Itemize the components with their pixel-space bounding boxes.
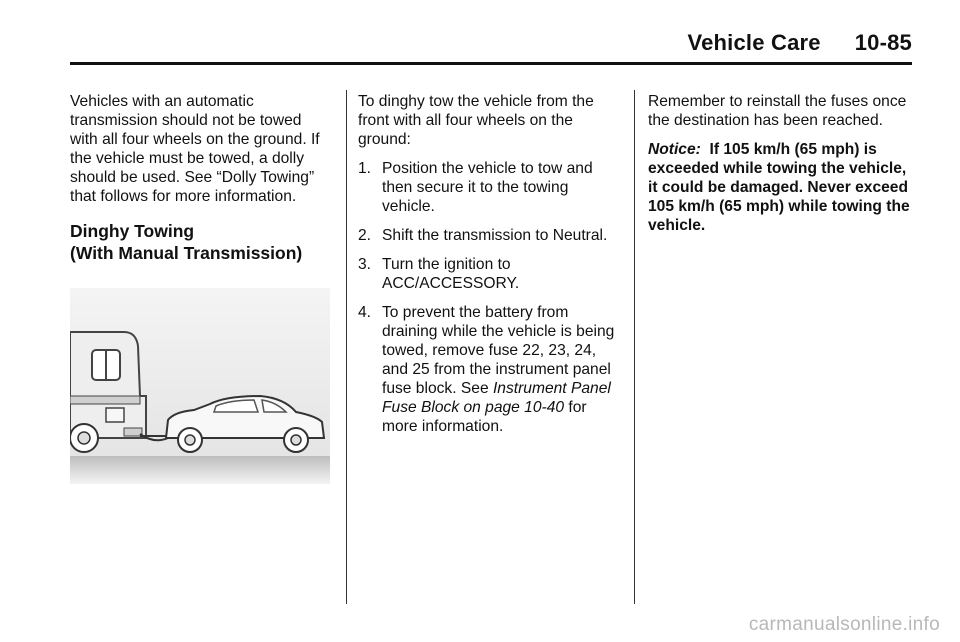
steps-intro: To dinghy tow the vehicle from the front with all four wheels on the ground: [358,93,594,148]
list-item [358,303,620,436]
step-text: for more information. [382,399,587,435]
step-text: Turn the ignition to ACC/ACCESSORY. [382,256,520,292]
section-title: Vehicle Care [687,30,821,55]
step-text: To prevent the battery from draining while the vehicle is being towed, remove fuse 22, 23, 24, and 25 from the instrument panel fuse block. See [382,304,615,397]
column-middle [358,92,620,446]
step-number: 1. [358,160,372,177]
header-rule [70,62,912,65]
reminder-paragraph: Remember to reinstall the fuses once the destination has been reached. [648,93,907,129]
heading-line: (With Manual Transmission) [70,243,303,263]
running-header [687,30,912,56]
step-number: 4. [358,304,372,321]
column-left [70,92,332,264]
page-number: 10-85 [854,30,912,55]
intro-paragraph: Vehicles with an automatic transmission should not be towed with all four wheels on the ground. If the vehicle must be towed, a dolly should be used. See “Dolly Towing” that follows for more information. [70,93,320,205]
cross-reference-link[interactable]: Instrument Panel Fuse Block on page 10-40 [382,380,611,416]
list-item [358,226,620,245]
list-item [358,255,620,293]
column-divider [634,90,635,604]
notice-paragraph [648,140,910,235]
heading-line: Dinghy Towing [70,221,195,241]
watermark: carmanualsonline.info [748,614,940,635]
towing-steps-list [358,159,620,436]
column-right [648,92,910,245]
dinghy-towing-illustration [70,288,330,484]
motorhome [70,332,146,452]
step-number: 2. [358,227,372,244]
step-number: 3. [358,256,372,273]
list-item [358,159,620,216]
notice-label: Notice: [648,141,701,158]
notice-text: If 105 km/h (65 mph) is exceeded while towing the vehicle, it could be damaged. Never exceed 105 km/h (65 mph) while towing the vehicle. [648,141,910,234]
step-text: Shift the transmission to Neutral. [382,227,608,244]
column-divider [346,90,347,604]
section-heading [70,220,332,264]
step-text: Position the vehicle to tow and then secure it to the towing vehicle. [382,160,593,215]
